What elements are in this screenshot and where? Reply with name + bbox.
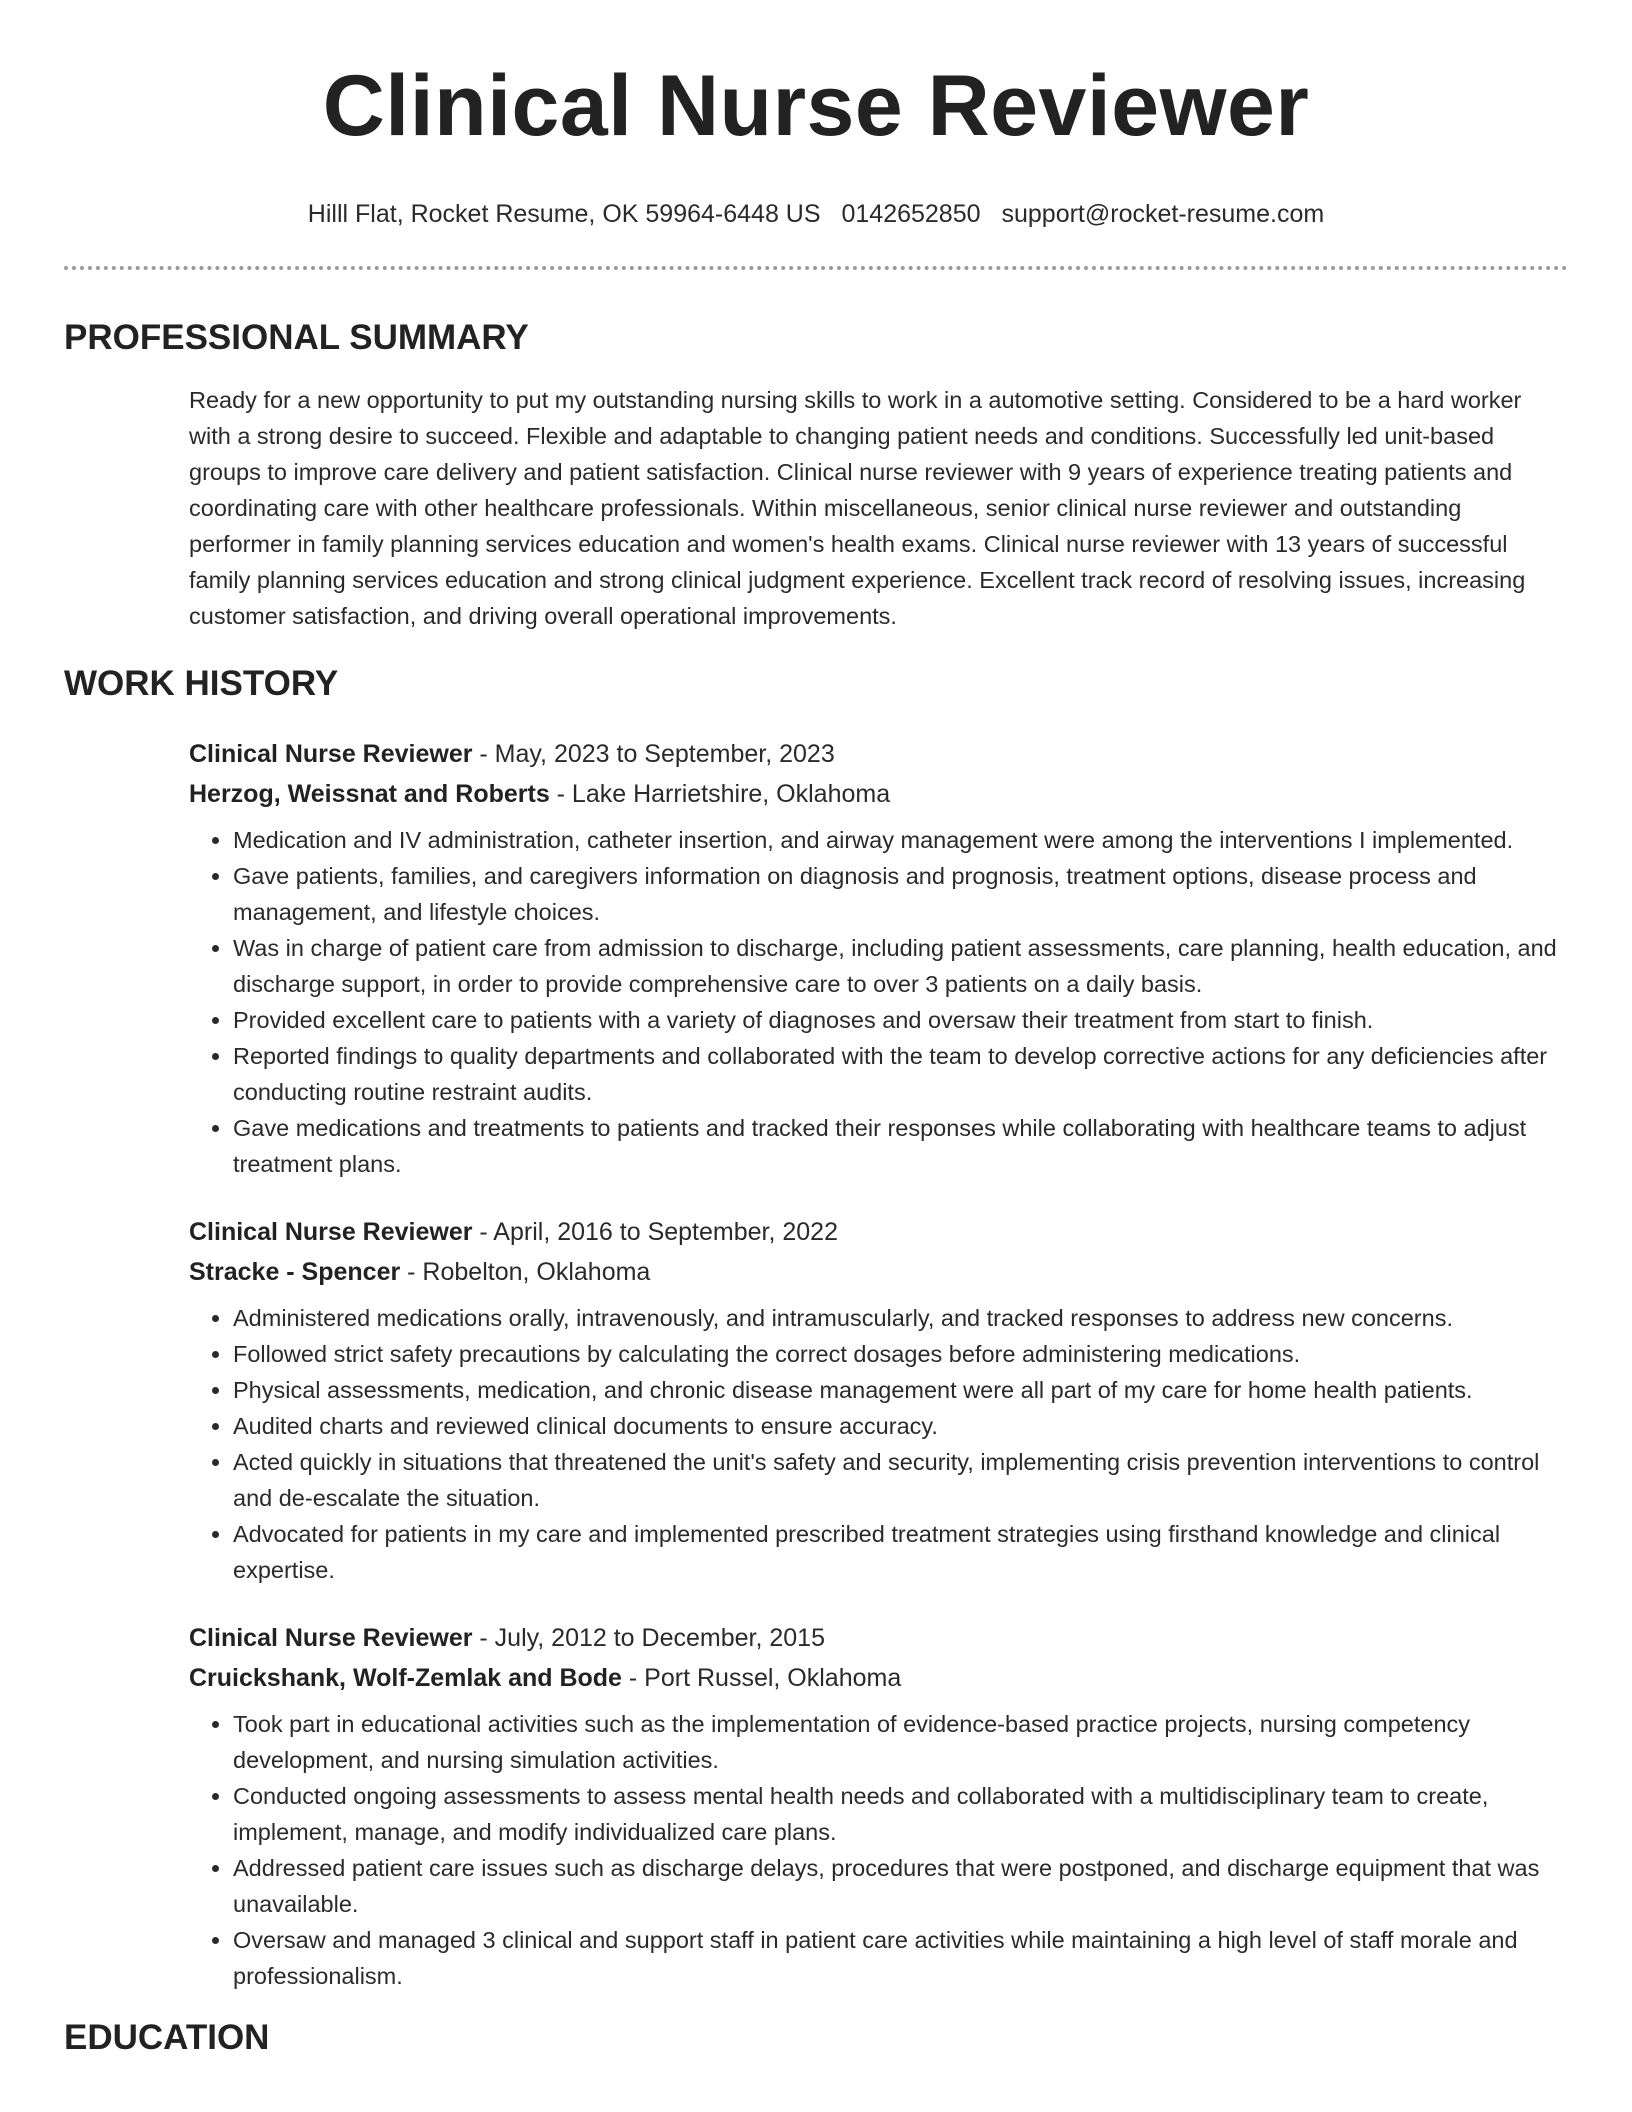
job-dates: - May, 2023 to September, 2023 [472,740,835,768]
summary-text: Ready for a new opportunity to put my outstanding nursing skills to work in a automotive setting. Considered to be a hard worker with a strong desire to succeed. Flexible and adaptable to changing patient needs and conditions. Successfully led unit-based groups to improve care delivery and patient satisfaction. Clinical nurse reviewer with 9 years of experience treating patients and coordinating care with other healthcare professionals. Within miscellaneous, senior clinical nurse reviewer and outstanding performer in family planning services education and women's health exams. Clinical nurse reviewer with 13 years of successful family planning services education and strong clinical judgment experience. Excellent track record of resolving issues, increasing customer satisfaction, and driving overall operational improvements. [189,387,1526,629]
job-bullets [189,822,1568,1182]
job-bullet: • Provided excellent care to patients with a variety of diagnoses and oversaw their treatment from start to finish. [233,1002,1568,1038]
contact-email[interactable]: support@rocket-resume.com [1001,200,1325,228]
job-company-line [189,1658,1568,1698]
job-location: - Port Russel, Oklahoma [621,1664,902,1692]
job-title-line [189,1618,1568,1658]
header-divider [64,266,1568,270]
job-bullet: • Addressed patient care issues such as discharge delays, procedures that were postponed, and discharge equipment that was unavailable. [233,1850,1568,1922]
job-bullet: • Oversaw and managed 3 clinical and support staff in patient care activities while maintaining a high level of staff morale and professionalism. [233,1922,1568,1994]
job-entry [189,1618,1568,1994]
job-bullet: • Audited charts and reviewed clinical documents to ensure accuracy. [233,1408,1568,1444]
job-bullets [189,1706,1568,1994]
job-dates: - April, 2016 to September, 2022 [472,1218,838,1246]
job-company-line [189,1252,1568,1292]
job-bullets [189,1300,1568,1588]
job-location: - Robelton, Oklahoma [400,1258,651,1286]
job-bullet: • Medication and IV administration, catheter insertion, and airway management were among the interventions I implemented. [233,822,1568,858]
job-bullet: • Gave patients, families, and caregivers information on diagnosis and prognosis, treatment options, disease process and management, and lifestyle choices. [233,858,1568,930]
contact-phone: 0142652850 [841,200,981,228]
job-company: Stracke - Spencer [189,1258,401,1286]
job-location: - Lake Harrietshire, Oklahoma [549,780,891,808]
work-history-heading: WORK HISTORY [64,664,339,703]
job-role: Clinical Nurse Reviewer [189,1218,473,1246]
job-role: Clinical Nurse Reviewer [189,1624,473,1652]
job-bullet: • Acted quickly in situations that threatened the unit's safety and security, implementing crisis prevention interventions to control and de-escalate the situation. [233,1444,1568,1516]
job-title-line [189,1212,1568,1252]
job-bullet: • Followed strict safety precautions by calculating the correct dosages before administering medications. [233,1336,1568,1372]
job-title-line [189,734,1568,774]
job-bullet: • Advocated for patients in my care and implemented prescribed treatment strategies using firsthand knowledge and clinical expertise. [233,1516,1568,1588]
job-bullet: • Administered medications orally, intravenously, and intramuscularly, and tracked responses to address new concerns. [233,1300,1568,1336]
job-bullet: • Conducted ongoing assessments to assess mental health needs and collaborated with a multidisciplinary team to create, implement, manage, and modify individualized care plans. [233,1778,1568,1850]
job-role: Clinical Nurse Reviewer [189,740,473,768]
job-bullet: • Gave medications and treatments to patients and tracked their responses while collaborating with healthcare teams to adjust treatment plans. [233,1110,1568,1182]
job-company: Cruickshank, Wolf-Zemlak and Bode [189,1664,622,1692]
job-bullet: • Was in charge of patient care from admission to discharge, including patient assessments, care planning, health education, and discharge support, in order to provide comprehensive care to over 3 patients on a daily basis. [233,930,1568,1002]
summary-heading: PROFESSIONAL SUMMARY [64,318,529,357]
contact-address: Hilll Flat, Rocket Resume, OK 59964-6448 US [307,200,821,228]
job-dates: - July, 2012 to December, 2015 [472,1624,825,1652]
job-company: Herzog, Weissnat and Roberts [189,780,550,808]
job-company-line [189,774,1568,814]
contact-line [64,198,1568,230]
job-bullet: • Physical assessments, medication, and chronic disease management were all part of my care for home health patients. [233,1372,1568,1408]
resume-name: Clinical Nurse Reviewer [322,58,1310,154]
job-entry [189,734,1568,1182]
education-heading: EDUCATION [64,2018,270,2057]
job-entry [189,1212,1568,1588]
job-bullet: • Took part in educational activities such as the implementation of evidence-based practice projects, nursing competency development, and nursing simulation activities. [233,1706,1568,1778]
job-bullet: • Reported findings to quality departments and collaborated with the team to develop corrective actions for any deficiencies after conducting routine restraint audits. [233,1038,1568,1110]
